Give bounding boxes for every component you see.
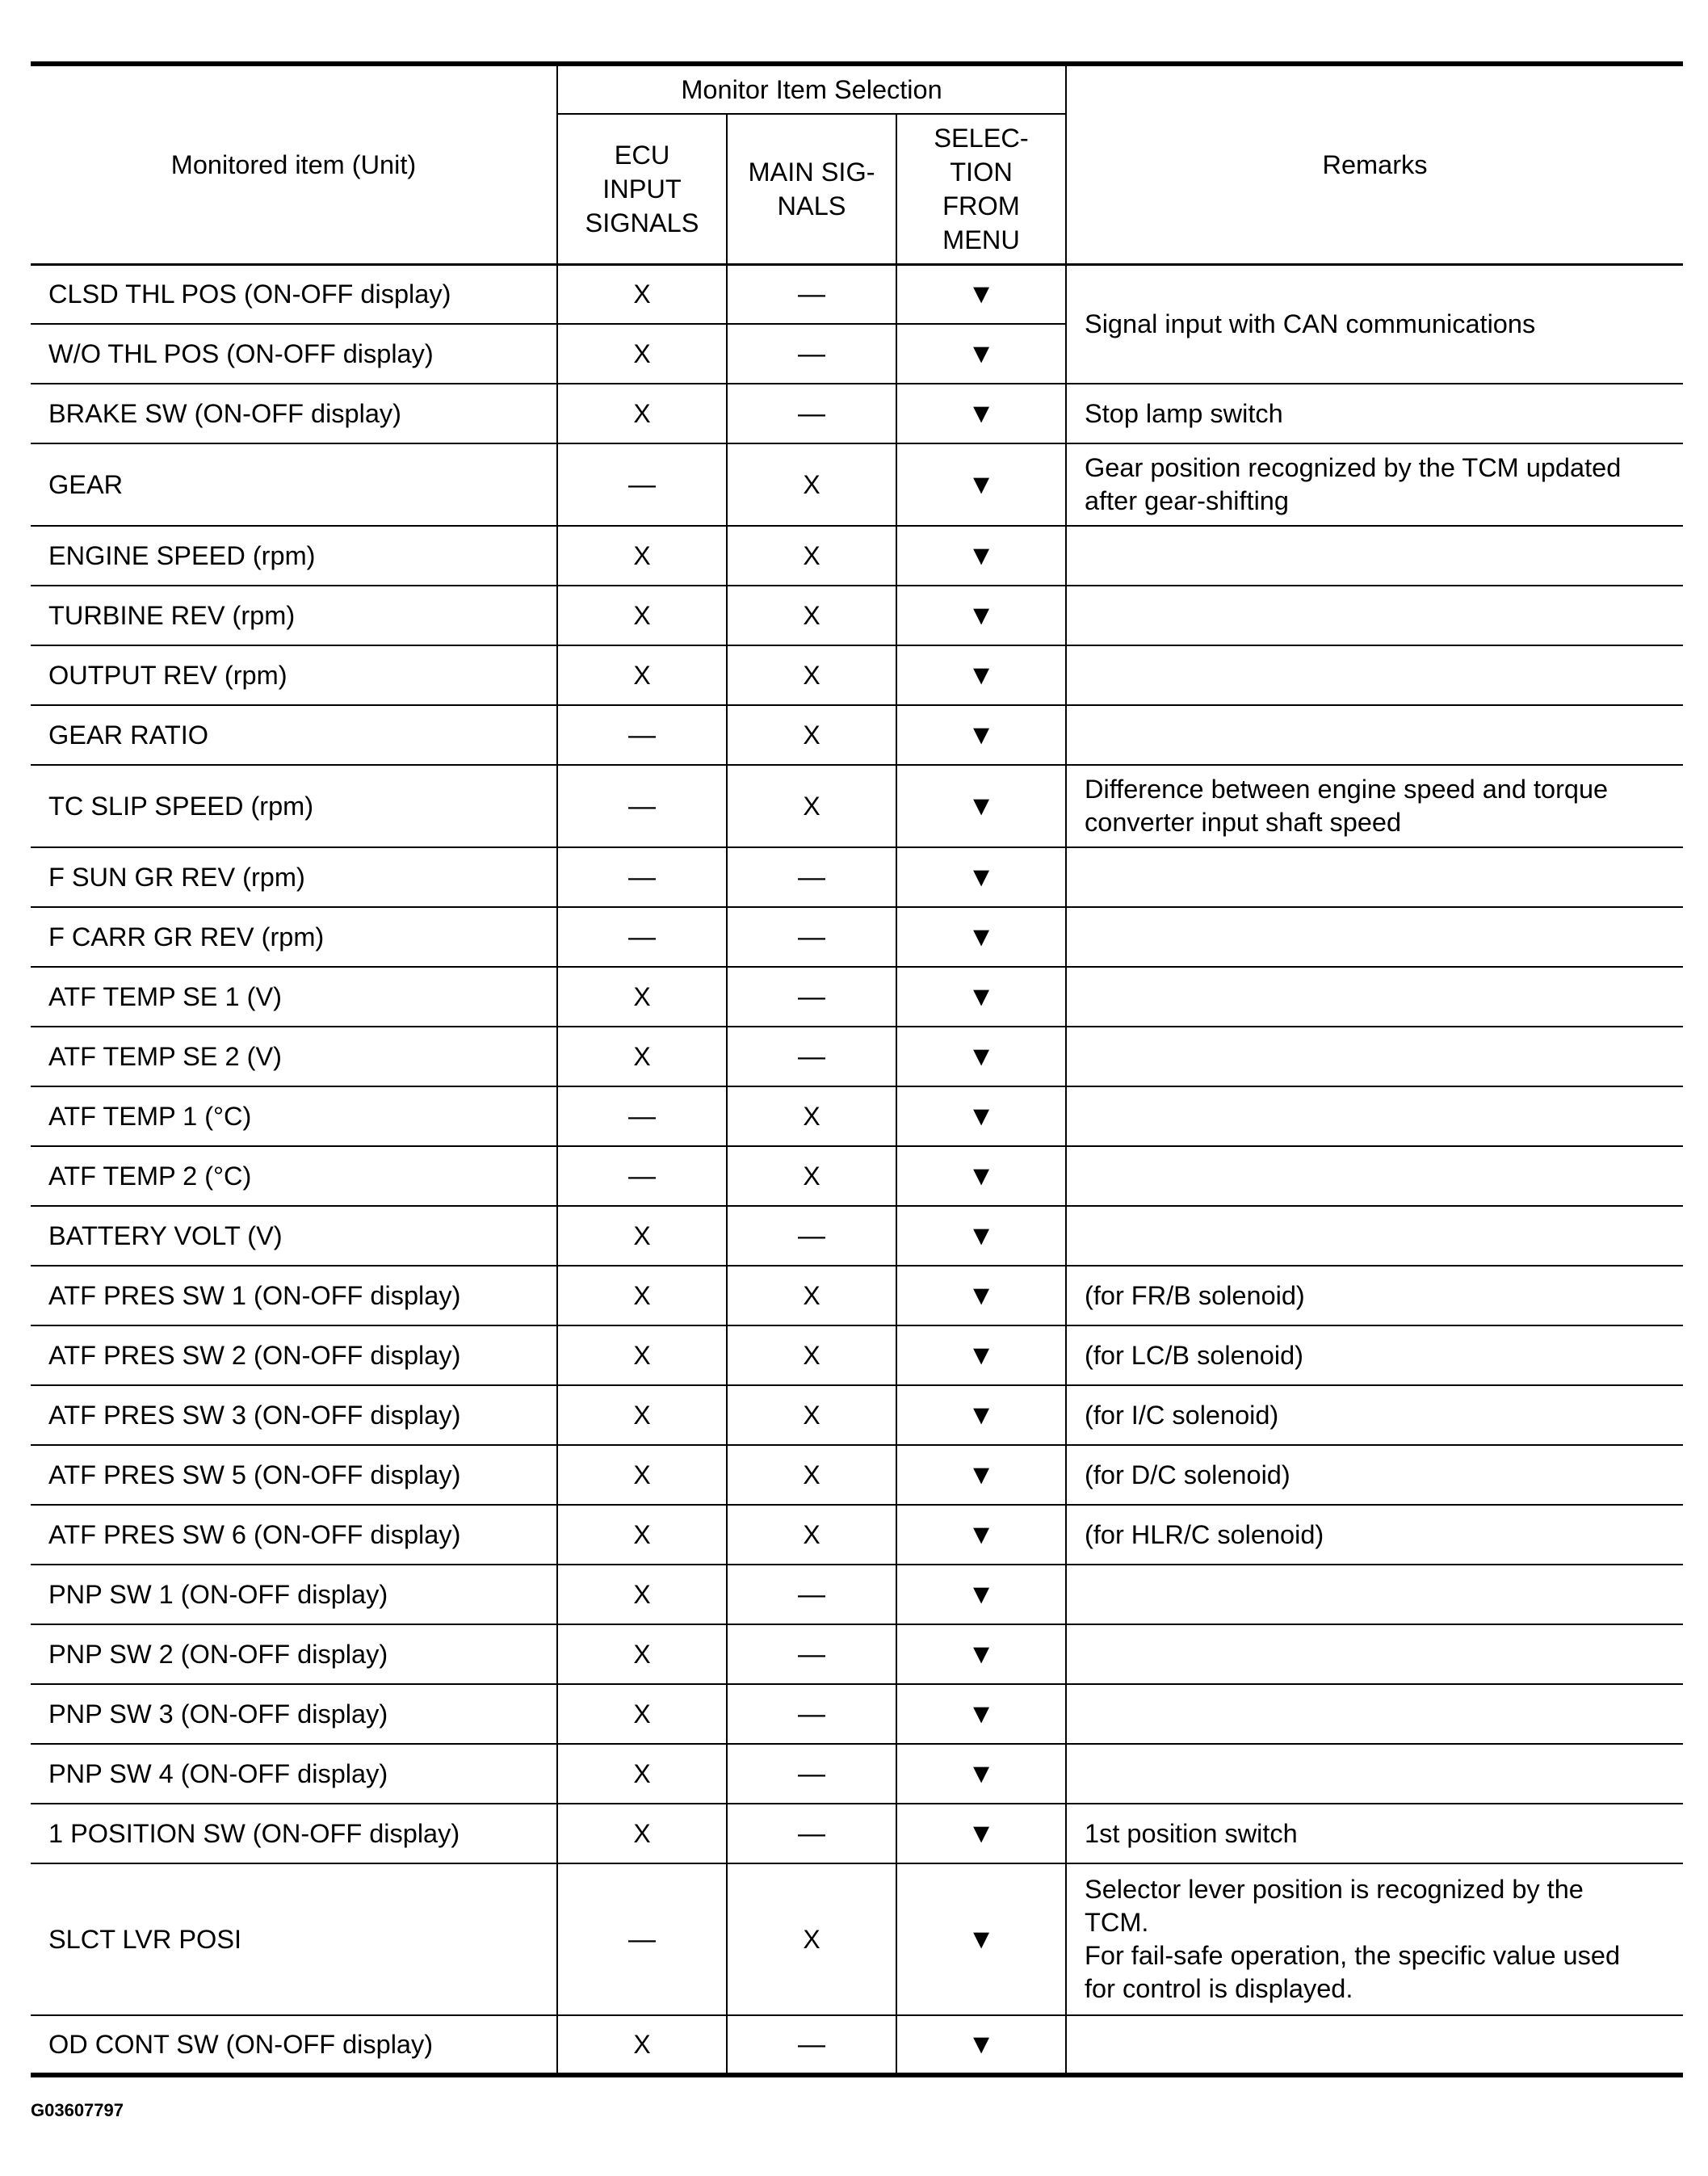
remark-line: after gear-shifting bbox=[1085, 486, 1289, 515]
selection-menu-mark-cell bbox=[896, 967, 1066, 1027]
remark-cell bbox=[1066, 967, 1683, 1027]
triangle-icon: ▼ bbox=[967, 1339, 995, 1371]
ecu-input-mark-cell bbox=[557, 705, 727, 765]
mark: X bbox=[633, 2029, 651, 2059]
triangle-icon: ▼ bbox=[967, 540, 995, 571]
selection-menu-mark-cell bbox=[896, 264, 1066, 324]
triangle-icon: ▼ bbox=[967, 1698, 995, 1729]
table-row bbox=[31, 1266, 1683, 1325]
triangle-icon: ▼ bbox=[967, 1578, 995, 1610]
ecu-input-mark-cell bbox=[557, 1744, 727, 1804]
selection-menu-mark-cell bbox=[896, 1744, 1066, 1804]
table-row bbox=[31, 1744, 1683, 1804]
mark: — bbox=[798, 1220, 825, 1251]
mark: X bbox=[633, 981, 651, 1011]
remark-line: Difference between engine speed and torque bbox=[1085, 775, 1609, 804]
mark: — bbox=[798, 921, 825, 952]
triangle-icon: ▼ bbox=[967, 1100, 995, 1132]
triangle-icon: ▼ bbox=[967, 1758, 995, 1789]
triangle-icon: ▼ bbox=[967, 861, 995, 893]
table-row bbox=[31, 765, 1683, 847]
monitored-item-cell: ATF PRES SW 3 (ON-OFF display) bbox=[31, 1385, 557, 1445]
mark: — bbox=[628, 921, 656, 952]
remark-cell bbox=[1066, 907, 1683, 967]
mark: — bbox=[798, 1578, 825, 1610]
monitored-item-cell: PNP SW 1 (ON-OFF display) bbox=[31, 1565, 557, 1624]
remark-cell: (for D/C solenoid) bbox=[1066, 1445, 1683, 1505]
monitor-item-selection-header: Monitor Item Selection bbox=[557, 64, 1066, 114]
monitored-item-cell: BATTERY VOLT (V) bbox=[31, 1206, 557, 1266]
monitor-item-table bbox=[31, 61, 1683, 2077]
mark: X bbox=[633, 1818, 651, 1848]
ecu-input-mark-cell bbox=[557, 847, 727, 907]
triangle-icon: ▼ bbox=[967, 1040, 995, 1072]
monitored-item-cell: ENGINE SPEED (rpm) bbox=[31, 526, 557, 586]
triangle-icon: ▼ bbox=[967, 1279, 995, 1311]
monitored-item-cell: GEAR RATIO bbox=[31, 705, 557, 765]
mark: X bbox=[803, 1400, 820, 1430]
remark-cell bbox=[1066, 1684, 1683, 1744]
mark: X bbox=[633, 1041, 651, 1071]
main-signals-mark-cell bbox=[727, 443, 896, 526]
mark: X bbox=[633, 1758, 651, 1788]
remark-cell bbox=[1066, 1863, 1683, 2015]
monitored-item-cell: PNP SW 3 (ON-OFF display) bbox=[31, 1684, 557, 1744]
mark: — bbox=[798, 861, 825, 893]
selection-from-menu-header: SELEC- TION FROM MENU bbox=[896, 114, 1066, 264]
mark: — bbox=[798, 397, 825, 429]
remark-cell bbox=[1066, 645, 1683, 705]
mark: X bbox=[803, 1924, 820, 1954]
monitored-item-cell: F CARR GR REV (rpm) bbox=[31, 907, 557, 967]
mark: — bbox=[628, 468, 656, 500]
table-row bbox=[31, 1624, 1683, 1684]
mark: — bbox=[798, 1638, 825, 1670]
monitored-item-cell: TURBINE REV (rpm) bbox=[31, 586, 557, 645]
mark: X bbox=[633, 1400, 651, 1430]
selection-menu-mark-cell bbox=[896, 526, 1066, 586]
remark-cell bbox=[1066, 1206, 1683, 1266]
monitored-item-cell: W/O THL POS (ON-OFF display) bbox=[31, 324, 557, 384]
main-signals-mark-cell bbox=[727, 847, 896, 907]
table-row bbox=[31, 1804, 1683, 1863]
selection-menu-mark-cell bbox=[896, 1863, 1066, 2015]
table-row bbox=[31, 907, 1683, 967]
mark: — bbox=[798, 338, 825, 369]
mark: X bbox=[633, 1460, 651, 1489]
monitored-item-cell: PNP SW 2 (ON-OFF display) bbox=[31, 1624, 557, 1684]
main-signals-mark-cell bbox=[727, 264, 896, 324]
mark: — bbox=[798, 1758, 825, 1789]
table-body bbox=[31, 264, 1683, 2075]
table-row bbox=[31, 1086, 1683, 1146]
triangle-icon: ▼ bbox=[967, 1220, 995, 1251]
remark-cell: 1st position switch bbox=[1066, 1804, 1683, 1863]
main-signals-mark-cell bbox=[727, 1445, 896, 1505]
ecu-input-mark-cell bbox=[557, 1385, 727, 1445]
ecu-input-mark-cell bbox=[557, 384, 727, 443]
mark: X bbox=[633, 1639, 651, 1669]
mark: — bbox=[798, 1698, 825, 1729]
selection-menu-mark-cell bbox=[896, 1385, 1066, 1445]
triangle-icon: ▼ bbox=[967, 1399, 995, 1430]
monitored-item-cell: SLCT LVR POSI bbox=[31, 1863, 557, 2015]
table-row bbox=[31, 1206, 1683, 1266]
remark-cell: (for FR/B solenoid) bbox=[1066, 1266, 1683, 1325]
mark: X bbox=[803, 1280, 820, 1310]
triangle-icon: ▼ bbox=[967, 397, 995, 429]
mark: X bbox=[633, 600, 651, 630]
remark-cell bbox=[1066, 2015, 1683, 2075]
monitored-item-cell: ATF TEMP 2 (°C) bbox=[31, 1146, 557, 1206]
monitored-item-cell: PNP SW 4 (ON-OFF display) bbox=[31, 1744, 557, 1804]
table-row bbox=[31, 1684, 1683, 1744]
mark: — bbox=[798, 981, 825, 1012]
table-row bbox=[31, 1505, 1683, 1565]
selection-menu-mark-cell bbox=[896, 1266, 1066, 1325]
mark: X bbox=[633, 660, 651, 690]
remark-cell bbox=[1066, 1086, 1683, 1146]
ecu-input-mark-cell bbox=[557, 765, 727, 847]
main-signals-mark-cell bbox=[727, 1744, 896, 1804]
monitored-item-cell: F SUN GR REV (rpm) bbox=[31, 847, 557, 907]
selection-menu-mark-cell bbox=[896, 1684, 1066, 1744]
triangle-icon: ▼ bbox=[967, 719, 995, 750]
main-signals-mark-cell bbox=[727, 1266, 896, 1325]
mark: — bbox=[628, 790, 656, 821]
remark-cell bbox=[1066, 765, 1683, 847]
selection-menu-mark-cell bbox=[896, 1565, 1066, 1624]
main-signals-mark-cell bbox=[727, 2015, 896, 2075]
table-row bbox=[31, 967, 1683, 1027]
selection-menu-mark-cell bbox=[896, 2015, 1066, 2075]
monitored-item-cell: ATF TEMP 1 (°C) bbox=[31, 1086, 557, 1146]
mark: — bbox=[628, 719, 656, 750]
remark-line: For fail-safe operation, the specific value used bbox=[1085, 1941, 1621, 1970]
mark: X bbox=[633, 279, 651, 309]
triangle-icon: ▼ bbox=[967, 981, 995, 1012]
mark: X bbox=[803, 660, 820, 690]
monitored-item-cell: OUTPUT REV (rpm) bbox=[31, 645, 557, 705]
remark-cell: (for HLR/C solenoid) bbox=[1066, 1505, 1683, 1565]
ecu-input-mark-cell bbox=[557, 443, 727, 526]
selection-menu-mark-cell bbox=[896, 847, 1066, 907]
mark: — bbox=[628, 1100, 656, 1132]
selection-menu-mark-cell bbox=[896, 1804, 1066, 1863]
table-row bbox=[31, 1027, 1683, 1086]
monitored-item-cell: ATF PRES SW 2 (ON-OFF display) bbox=[31, 1325, 557, 1385]
ecu-input-mark-cell bbox=[557, 1325, 727, 1385]
remark-cell: Signal input with CAN communications bbox=[1066, 264, 1683, 384]
triangle-icon: ▼ bbox=[967, 278, 995, 309]
table-row bbox=[31, 705, 1683, 765]
main-signals-mark-cell bbox=[727, 1206, 896, 1266]
triangle-icon: ▼ bbox=[967, 921, 995, 952]
remark-cell bbox=[1066, 1146, 1683, 1206]
triangle-icon: ▼ bbox=[967, 790, 995, 821]
table-row bbox=[31, 2015, 1683, 2075]
main-signals-mark-cell bbox=[727, 1565, 896, 1624]
table-row bbox=[31, 1445, 1683, 1505]
ecu-input-mark-cell bbox=[557, 324, 727, 384]
ecu-input-mark-cell bbox=[557, 1206, 727, 1266]
ecu-input-mark-cell bbox=[557, 1445, 727, 1505]
main-signals-mark-cell bbox=[727, 907, 896, 967]
remark-line: TCM. bbox=[1085, 1908, 1149, 1937]
main-signals-mark-cell bbox=[727, 1505, 896, 1565]
monitored-item-cell: BRAKE SW (ON-OFF display) bbox=[31, 384, 557, 443]
selection-menu-mark-cell bbox=[896, 443, 1066, 526]
ecu-input-mark-cell bbox=[557, 907, 727, 967]
table-row bbox=[31, 645, 1683, 705]
remark-line: Selector lever position is recognized by the bbox=[1085, 1875, 1584, 1904]
selection-menu-mark-cell bbox=[896, 1027, 1066, 1086]
figure-id: G03607797 bbox=[31, 2100, 124, 2120]
main-signals-mark-cell bbox=[727, 526, 896, 586]
mark: X bbox=[633, 540, 651, 570]
monitored-item-cell: ATF PRES SW 6 (ON-OFF display) bbox=[31, 1505, 557, 1565]
mark: X bbox=[803, 1340, 820, 1370]
monitored-item-cell: CLSD THL POS (ON-OFF display) bbox=[31, 264, 557, 324]
mark: — bbox=[798, 1040, 825, 1072]
main-signals-mark-cell bbox=[727, 645, 896, 705]
remark-cell bbox=[1066, 1565, 1683, 1624]
mark: X bbox=[803, 1460, 820, 1489]
triangle-icon: ▼ bbox=[967, 659, 995, 691]
mark: X bbox=[633, 1220, 651, 1250]
remark-cell: (for LC/B solenoid) bbox=[1066, 1325, 1683, 1385]
main-signals-mark-cell bbox=[727, 324, 896, 384]
triangle-icon: ▼ bbox=[967, 2028, 995, 2060]
mark: — bbox=[628, 1160, 656, 1191]
ecu-input-mark-cell bbox=[557, 586, 727, 645]
monitored-item-cell: OD CONT SW (ON-OFF display) bbox=[31, 2015, 557, 2075]
table-row bbox=[31, 847, 1683, 907]
main-signals-header: MAIN SIG- NALS bbox=[727, 114, 896, 264]
mark: X bbox=[633, 398, 651, 428]
ecu-input-mark-cell bbox=[557, 1863, 727, 2015]
monitored-item-header: Monitored item (Unit) bbox=[31, 64, 557, 264]
remark-cell bbox=[1066, 526, 1683, 586]
table-row bbox=[31, 1565, 1683, 1624]
mark: — bbox=[798, 2028, 825, 2060]
triangle-icon: ▼ bbox=[967, 338, 995, 369]
main-signals-mark-cell bbox=[727, 1385, 896, 1445]
ecu-input-mark-cell bbox=[557, 1146, 727, 1206]
table-row bbox=[31, 264, 1683, 324]
ecu-input-mark-cell bbox=[557, 1086, 727, 1146]
triangle-icon: ▼ bbox=[967, 599, 995, 631]
selection-menu-mark-cell bbox=[896, 586, 1066, 645]
mark: — bbox=[628, 1923, 656, 1955]
mark: X bbox=[803, 791, 820, 821]
triangle-icon: ▼ bbox=[967, 1817, 995, 1849]
remark-cell bbox=[1066, 1624, 1683, 1684]
main-signals-mark-cell bbox=[727, 586, 896, 645]
ecu-input-mark-cell bbox=[557, 1565, 727, 1624]
triangle-icon: ▼ bbox=[967, 1519, 995, 1550]
mark: X bbox=[803, 469, 820, 499]
mark: X bbox=[633, 1699, 651, 1729]
mark: X bbox=[633, 1340, 651, 1370]
ecu-input-mark-cell bbox=[557, 1684, 727, 1744]
mark: — bbox=[628, 861, 656, 893]
mark: X bbox=[633, 1579, 651, 1609]
triangle-icon: ▼ bbox=[967, 1923, 995, 1955]
triangle-icon: ▼ bbox=[967, 1160, 995, 1191]
mark: X bbox=[803, 1519, 820, 1549]
selection-menu-mark-cell bbox=[896, 1206, 1066, 1266]
main-signals-mark-cell bbox=[727, 1863, 896, 2015]
mark: X bbox=[803, 600, 820, 630]
main-signals-mark-cell bbox=[727, 765, 896, 847]
main-signals-mark-cell bbox=[727, 1027, 896, 1086]
table-header bbox=[31, 64, 1683, 264]
mark: X bbox=[803, 720, 820, 750]
selection-menu-mark-cell bbox=[896, 384, 1066, 443]
remark-cell: (for I/C solenoid) bbox=[1066, 1385, 1683, 1445]
mark: X bbox=[633, 338, 651, 368]
selection-menu-mark-cell bbox=[896, 1505, 1066, 1565]
monitored-item-cell: 1 POSITION SW (ON-OFF display) bbox=[31, 1804, 557, 1863]
mark: X bbox=[633, 1280, 651, 1310]
remarks-header: Remarks bbox=[1066, 64, 1683, 264]
monitored-item-cell: TC SLIP SPEED (rpm) bbox=[31, 765, 557, 847]
ecu-input-signals-header: ECU INPUT SIGNALS bbox=[557, 114, 727, 264]
ecu-input-mark-cell bbox=[557, 1624, 727, 1684]
mark: X bbox=[803, 1101, 820, 1131]
main-signals-mark-cell bbox=[727, 1325, 896, 1385]
mark: X bbox=[633, 1519, 651, 1549]
table-row bbox=[31, 1325, 1683, 1385]
triangle-icon: ▼ bbox=[967, 1638, 995, 1670]
mark: — bbox=[798, 278, 825, 309]
triangle-icon: ▼ bbox=[967, 468, 995, 500]
monitored-item-cell: ATF TEMP SE 1 (V) bbox=[31, 967, 557, 1027]
ecu-input-mark-cell bbox=[557, 645, 727, 705]
remark-cell bbox=[1066, 586, 1683, 645]
table-row bbox=[31, 1146, 1683, 1206]
main-signals-mark-cell bbox=[727, 1684, 896, 1744]
main-signals-mark-cell bbox=[727, 1086, 896, 1146]
selection-menu-mark-cell bbox=[896, 324, 1066, 384]
selection-menu-mark-cell bbox=[896, 765, 1066, 847]
selection-menu-mark-cell bbox=[896, 705, 1066, 765]
monitored-item-cell: GEAR bbox=[31, 443, 557, 526]
remark-cell bbox=[1066, 847, 1683, 907]
main-signals-mark-cell bbox=[727, 1804, 896, 1863]
ecu-input-mark-cell bbox=[557, 967, 727, 1027]
monitored-item-cell: ATF PRES SW 1 (ON-OFF display) bbox=[31, 1266, 557, 1325]
remark-cell bbox=[1066, 1744, 1683, 1804]
mark: X bbox=[803, 540, 820, 570]
main-signals-mark-cell bbox=[727, 1146, 896, 1206]
selection-menu-mark-cell bbox=[896, 1086, 1066, 1146]
ecu-input-mark-cell bbox=[557, 526, 727, 586]
remark-line: for control is displayed. bbox=[1085, 1974, 1353, 2003]
selection-menu-mark-cell bbox=[896, 1445, 1066, 1505]
selection-menu-mark-cell bbox=[896, 907, 1066, 967]
monitored-item-cell: ATF TEMP SE 2 (V) bbox=[31, 1027, 557, 1086]
ecu-input-mark-cell bbox=[557, 1266, 727, 1325]
ecu-input-mark-cell bbox=[557, 1027, 727, 1086]
selection-menu-mark-cell bbox=[896, 1325, 1066, 1385]
monitored-item-cell: ATF PRES SW 5 (ON-OFF display) bbox=[31, 1445, 557, 1505]
selection-menu-mark-cell bbox=[896, 1624, 1066, 1684]
remark-cell bbox=[1066, 705, 1683, 765]
ecu-input-mark-cell bbox=[557, 1804, 727, 1863]
remark-cell bbox=[1066, 1027, 1683, 1086]
table-row bbox=[31, 384, 1683, 443]
main-signals-mark-cell bbox=[727, 384, 896, 443]
ecu-input-mark-cell bbox=[557, 2015, 727, 2075]
table-row bbox=[31, 443, 1683, 526]
table-row bbox=[31, 526, 1683, 586]
table-row bbox=[31, 1863, 1683, 2015]
ecu-input-mark-cell bbox=[557, 264, 727, 324]
remark-cell bbox=[1066, 443, 1683, 526]
triangle-icon: ▼ bbox=[967, 1459, 995, 1490]
ecu-input-mark-cell bbox=[557, 1505, 727, 1565]
mark: — bbox=[798, 1817, 825, 1849]
remark-line: Gear position recognized by the TCM updated bbox=[1085, 453, 1622, 482]
main-signals-mark-cell bbox=[727, 705, 896, 765]
mark: X bbox=[803, 1161, 820, 1191]
selection-menu-mark-cell bbox=[896, 1146, 1066, 1206]
main-signals-mark-cell bbox=[727, 967, 896, 1027]
table-row bbox=[31, 586, 1683, 645]
remark-cell: Stop lamp switch bbox=[1066, 384, 1683, 443]
table-row bbox=[31, 1385, 1683, 1445]
remark-line: converter input shaft speed bbox=[1085, 808, 1402, 837]
selection-menu-mark-cell bbox=[896, 645, 1066, 705]
main-signals-mark-cell bbox=[727, 1624, 896, 1684]
